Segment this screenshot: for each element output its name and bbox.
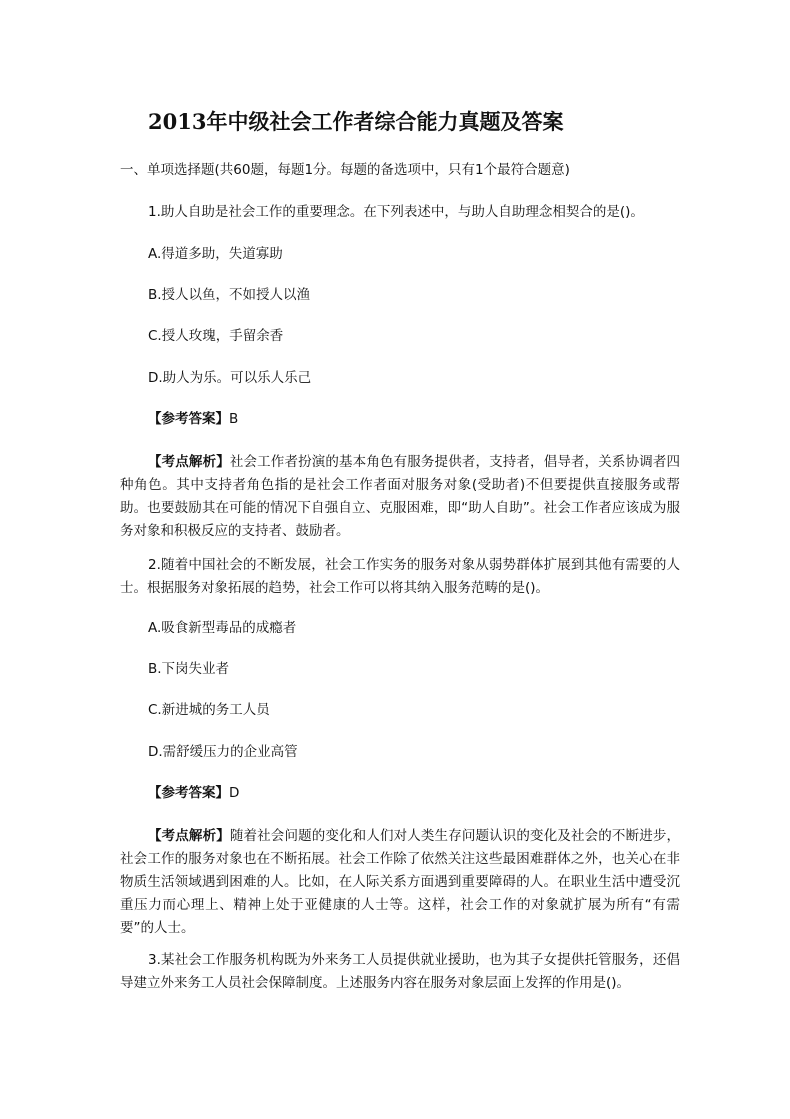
document-title: 2013年中级社会工作者综合能力真题及答案 (148, 109, 564, 134)
question-2-stem: 2.随着中国社会的不断发展，社会工作实务的服务对象从弱势群体扩展到其他有需要的人士。根据服务对象拓展的趋势，社会工作可以将其纳入服务范畴的是()。 (120, 557, 680, 596)
question-3-stem: 3.某社会工作服务机构既为外来务工人员提供就业援助，也为其子女提供托管服务，还倡导建立外来务工人员社会保障制度。上述服务内容在服务对象层面上发挥的作用是()。 (120, 952, 680, 991)
analysis-text: 社会工作者扮演的基本角色有服务提供者，支持者，倡导者，关系协调者四种角色。其中支持者角色指的是社会工作者面对服务对象(受助者)不但要提供直接服务或帮助。也要鼓励其在可能的情况下自强自立、克服困难，即“助人自助”。社会工作者应该成为服务对象和积极反应的支持者、鼓励者。 (120, 454, 681, 539)
question-1-option-d: D.助人为乐。可以乐人乐己 (148, 370, 312, 386)
answer-value: D (229, 785, 240, 801)
answer-label: 【参考答案】 (148, 785, 229, 801)
question-1-option-a: A.得道多助，失道寡助 (148, 246, 283, 262)
question-2-analysis (120, 825, 680, 940)
analysis-label: 【考点解析】 (148, 828, 230, 844)
question-2-option-b: B.下岗失业者 (148, 661, 230, 677)
question-2-option-c: C.新进城的务工人员 (148, 702, 270, 718)
answer-label: 【参考答案】 (148, 411, 229, 427)
question-1-stem: 1.助人自助是社会工作的重要理念。在下列表述中，与助人自助理念相契合的是()。 (148, 204, 644, 220)
question-1-answer (148, 407, 678, 431)
question-2-option-d: D.需舒缓压力的企业高管 (148, 744, 298, 760)
answer-value: B (229, 411, 239, 427)
question-2-answer (148, 781, 678, 805)
question-1-analysis (120, 451, 680, 543)
question-1-option-b: B.授人以鱼，不如授人以渔 (148, 287, 311, 303)
question-2-option-a: A.吸食新型毒品的成瘾者 (148, 620, 297, 636)
analysis-label: 【考点解析】 (148, 454, 230, 470)
analysis-text: 随着社会问题的变化和人们对人类生存问题认识的变化及社会的不断进步，社会工作的服务对象也在不断拓展。社会工作除了依然关注这些最困难群体之外，也关心在非物质生活领域遇到困难的人。比如，在人际关系方面遇到重要障碍的人。在职业生活中遭受沉重压力而心理上、精神上处于亚健康的人士等。这样，社会工作的对象就扩展为所有“有需要”的人士。 (120, 828, 681, 936)
section-heading: 一、单项选择题(共60题，每题1分。每题的备选项中，只有1个最符合题意) (120, 162, 570, 178)
question-1-option-c: C.授人玫瑰，手留余香 (148, 328, 284, 344)
